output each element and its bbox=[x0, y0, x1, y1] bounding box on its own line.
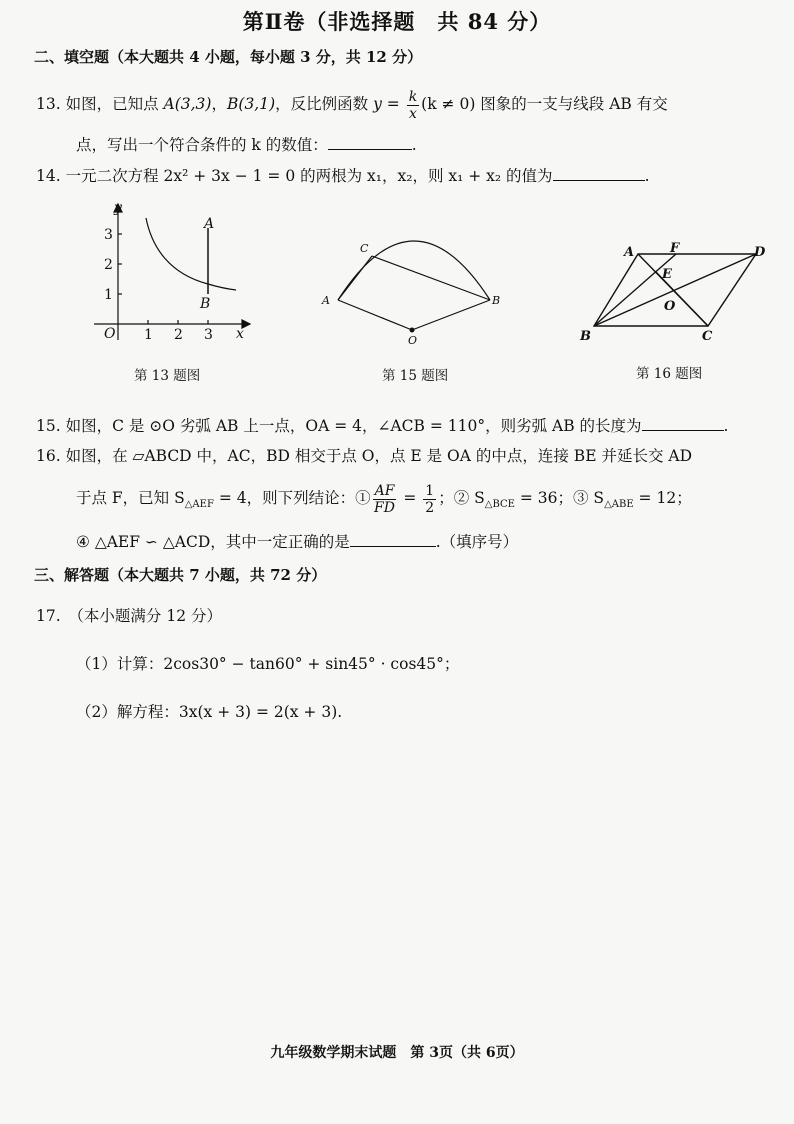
y-axis-label: y bbox=[114, 200, 122, 216]
point-C-label: C bbox=[360, 242, 369, 255]
figure-13-caption: 第 13 题图 bbox=[134, 368, 201, 384]
point-C-label: C bbox=[702, 329, 713, 344]
question-15-number: 15. bbox=[36, 417, 61, 435]
point-B-label: B bbox=[580, 329, 591, 344]
point-F-label: F bbox=[670, 241, 680, 256]
y-tick-2: 2 bbox=[104, 257, 113, 273]
fraction-AF-FD: $\frac{AF}{FD}$ bbox=[374, 482, 395, 516]
point-E-label: E bbox=[662, 267, 672, 282]
question-16-line2: 于点 F，已知 $S_{\triangle AEF} = 4$，则下列结论：① $\frac{AF}{FD}$ = $\frac{1}{2}$ ；② $S_{\triangle BCE} = 36$；③ $S_{\triangle ABE} = 12$； bbox=[76, 482, 692, 516]
point-B-label: B bbox=[492, 294, 501, 307]
answer-blank-15[interactable] bbox=[642, 416, 724, 431]
point-A-label: A bbox=[204, 216, 215, 232]
question-13-line1: 13. 如图，已知点 A(3,3)，B(3,1)，反比例函数 y = $\frac{k}{x}$ (k ≠ 0) 图象的一支与线段 AB 有交 bbox=[36, 88, 668, 122]
answer-blank-16[interactable] bbox=[350, 532, 436, 547]
section-answer-heading: 三、解答题（本大题共 7 小题，共 72 分） bbox=[34, 566, 327, 584]
segment-OB bbox=[412, 300, 490, 330]
center-O-label: O bbox=[408, 334, 418, 347]
question-13-number: 13. bbox=[36, 95, 61, 113]
question-17-part1: （1）计算：2cos30° − tan60° + sin45° · cos45°； bbox=[76, 655, 460, 673]
question-14-number: 14. bbox=[36, 167, 61, 185]
x-axis-label: x bbox=[236, 326, 244, 342]
point-O-label: O bbox=[664, 299, 676, 314]
x-tick-1: 1 bbox=[144, 327, 153, 343]
figure-13 bbox=[90, 198, 260, 348]
segment-AC bbox=[338, 256, 372, 300]
function-fraction: $\frac{k}{x}$ bbox=[408, 88, 418, 122]
segment-BC bbox=[372, 256, 490, 300]
point-A-label: A bbox=[322, 294, 330, 307]
question-16-number: 16. bbox=[36, 447, 61, 465]
question-15: 15. 如图，C 是 ⊙O 劣弧 AB 上一点，OA = 4，∠ACB = 110°，则劣弧 AB 的长度为 . bbox=[36, 417, 729, 435]
point-A-label: A bbox=[624, 245, 635, 260]
answer-blank-13[interactable] bbox=[328, 135, 412, 150]
hyperbola-branch bbox=[146, 218, 236, 290]
page-footer: 九年级数学期末试题 第 3页（共 6页） bbox=[270, 1045, 524, 1061]
question-16-line1: 16. 如图，在 ▱ABCD 中，AC，BD 相交于点 O，点 E 是 OA 的中点，连接 BE 并延长交 AD bbox=[36, 447, 692, 465]
point-B-label: B bbox=[200, 296, 211, 312]
fraction-one-half: $\frac{1}{2}$ bbox=[425, 482, 435, 516]
question-16-line3: ④ △AEF ∽ △ACD，其中一定正确的是 .（填序号） bbox=[76, 533, 519, 551]
figure-15 bbox=[318, 232, 508, 350]
figure-15-caption: 第 15 题图 bbox=[382, 368, 449, 384]
point-D-label: D bbox=[754, 245, 766, 260]
segment-BF bbox=[594, 254, 676, 326]
question-17-header: 17. （本小题满分 12 分） bbox=[36, 607, 222, 625]
question-17-part2: （2）解方程：3x(x + 3) = 2(x + 3). bbox=[76, 703, 343, 721]
question-13-line2: 点，写出一个符合条件的 k 的数值： . bbox=[76, 136, 417, 154]
answer-blank-14[interactable] bbox=[553, 166, 645, 181]
y-tick-3: 3 bbox=[104, 227, 113, 243]
x-tick-2: 2 bbox=[174, 327, 183, 343]
center-O-dot bbox=[410, 328, 415, 333]
question-14: 14. 一元二次方程 2x² + 3x − 1 = 0 的两根为 x₁，x₂，则 x₁ + x₂ 的值为 . bbox=[36, 167, 650, 185]
segment-OA bbox=[338, 300, 412, 330]
y-tick-1: 1 bbox=[104, 287, 113, 303]
figure-16-caption: 第 16 题图 bbox=[636, 366, 703, 382]
x-tick-3: 3 bbox=[204, 327, 213, 343]
page-title: 第Ⅱ卷（非选择题 共 84 分） bbox=[242, 9, 552, 34]
section-fill-in-heading: 二、填空题（本大题共 4 小题，每小题 3 分，共 12 分） bbox=[34, 48, 423, 66]
figure-16 bbox=[574, 240, 774, 348]
origin-label: O bbox=[104, 326, 116, 342]
